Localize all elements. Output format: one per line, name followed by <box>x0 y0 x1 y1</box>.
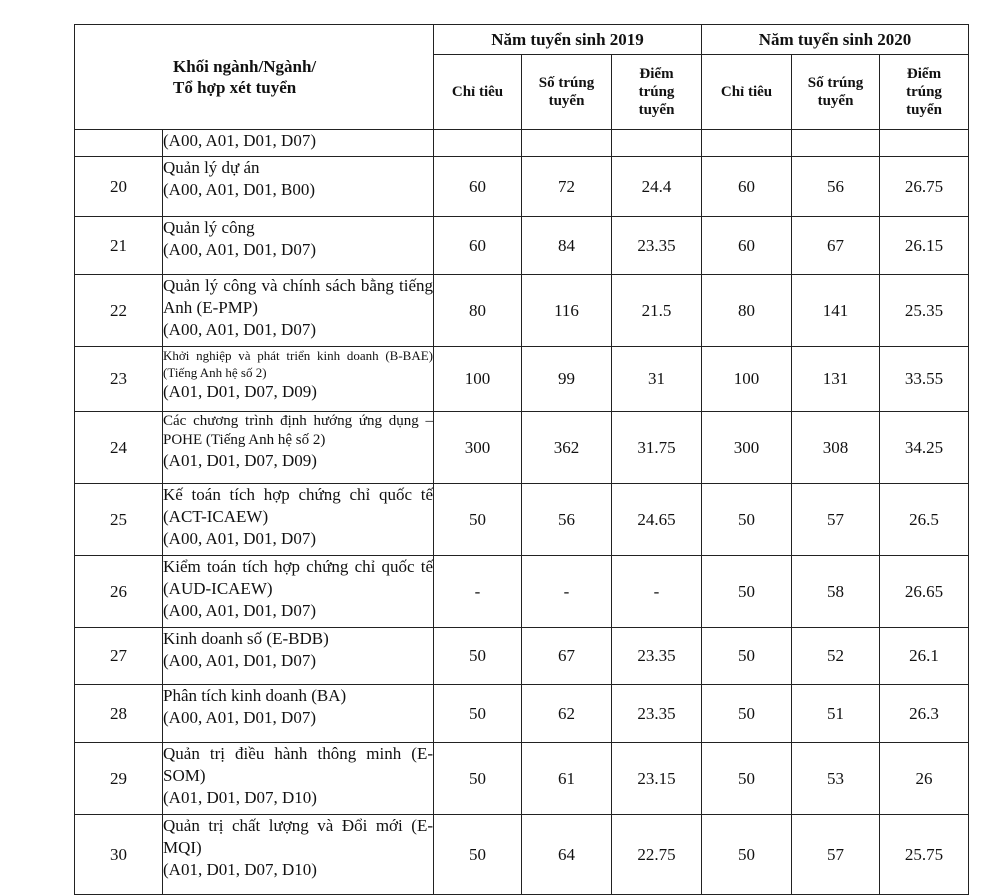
header-quota-2020: Chỉ tiêu <box>702 55 792 130</box>
admitted-2019: 67 <box>522 628 612 685</box>
score-2019: 24.65 <box>612 484 702 556</box>
score-2020: 34.25 <box>880 412 969 484</box>
row-major: Quản trị điều hành thông minh (E-SOM) (A01, D01, D07, D10) <box>163 743 434 815</box>
admitted-2020: 308 <box>792 412 880 484</box>
row-major: Quản lý công (A00, A01, D01, D07) <box>163 217 434 275</box>
admitted-2019: 99 <box>522 347 612 412</box>
score-2020: 26.75 <box>880 157 969 217</box>
score-2019: 24.4 <box>612 157 702 217</box>
table-row <box>75 347 969 412</box>
row-major: Kiểm toán tích hợp chứng chỉ quốc tế (AUD-ICAEW) (A00, A01, D01, D07) <box>163 556 434 628</box>
quota-2019: 100 <box>434 347 522 412</box>
quota-2020: 50 <box>702 484 792 556</box>
quota-2019: 50 <box>434 815 522 895</box>
quota-2020: 50 <box>702 815 792 895</box>
admitted-2020: 56 <box>792 157 880 217</box>
table-row <box>75 743 969 815</box>
admitted-2019: - <box>522 556 612 628</box>
row-no: 25 <box>75 484 163 556</box>
quota-2020: 50 <box>702 556 792 628</box>
score-2020: 26 <box>880 743 969 815</box>
row-major: Khởi nghiệp và phát triển kinh doanh (B-BAE) (Tiếng Anh hệ số 2) (A01, D01, D07, D09) <box>163 347 434 412</box>
table-row <box>75 412 969 484</box>
score-2020: 26.65 <box>880 556 969 628</box>
quota-2019: 60 <box>434 157 522 217</box>
quota-2020: 50 <box>702 685 792 743</box>
admitted-2019: 56 <box>522 484 612 556</box>
quota-2020: 60 <box>702 157 792 217</box>
row-no: 26 <box>75 556 163 628</box>
header-quota-2019: Chỉ tiêu <box>434 55 522 130</box>
score-2019: 22.75 <box>612 815 702 895</box>
score-2020: 33.55 <box>880 347 969 412</box>
admitted-2019: 72 <box>522 157 612 217</box>
quota-2020: 300 <box>702 412 792 484</box>
admissions-table <box>74 24 969 895</box>
admitted-2020: 141 <box>792 275 880 347</box>
row-no: 22 <box>75 275 163 347</box>
header-main-line-2: Tổ hợp xét tuyển <box>173 78 297 97</box>
table-body <box>75 130 969 895</box>
quota-2019: 50 <box>434 743 522 815</box>
score-2019: 23.35 <box>612 685 702 743</box>
quota-2019: 50 <box>434 685 522 743</box>
header-main-line-1: Khối ngành/Ngành/ <box>173 57 317 76</box>
score-2020: 25.75 <box>880 815 969 895</box>
score-2019: - <box>612 556 702 628</box>
admitted-2020: 57 <box>792 484 880 556</box>
table-header <box>75 25 969 130</box>
score-2020: 26.15 <box>880 217 969 275</box>
row-no: 24 <box>75 412 163 484</box>
row-no: 30 <box>75 815 163 895</box>
row-major: Kế toán tích hợp chứng chỉ quốc tế (ACT-ICAEW) (A00, A01, D01, D07) <box>163 484 434 556</box>
header-score-2020: Điểm trúng tuyển <box>880 55 969 130</box>
table-row <box>75 157 969 217</box>
score-2019: 23.35 <box>612 628 702 685</box>
quota-2019: 80 <box>434 275 522 347</box>
row-major: Các chương trình định hướng ứng dụng – POHE (Tiếng Anh hệ số 2) (A01, D01, D07, D09) <box>163 412 434 484</box>
row-no: 23 <box>75 347 163 412</box>
admitted-2019: 62 <box>522 685 612 743</box>
row-major: Quản trị chất lượng và Đổi mới (E-MQI) (A01, D01, D07, D10) <box>163 815 434 895</box>
quota-2019: 60 <box>434 217 522 275</box>
admitted-2020: 53 <box>792 743 880 815</box>
admitted-2019: 61 <box>522 743 612 815</box>
carryover-combo: (A00, A01, D01, D07) <box>163 130 434 157</box>
score-2019: 23.15 <box>612 743 702 815</box>
row-no: 28 <box>75 685 163 743</box>
score-2020: 25.35 <box>880 275 969 347</box>
carryover-row <box>75 130 969 157</box>
row-major: Phân tích kinh doanh (BA) (A00, A01, D01, D07) <box>163 685 434 743</box>
admitted-2020: 67 <box>792 217 880 275</box>
header-year-2019: Năm tuyển sinh 2019 <box>434 25 702 55</box>
row-major: Quản lý dự án (A00, A01, D01, B00) <box>163 157 434 217</box>
header-year-2020: Năm tuyển sinh 2020 <box>702 25 969 55</box>
table-row <box>75 275 969 347</box>
admitted-2019: 84 <box>522 217 612 275</box>
admitted-2019: 362 <box>522 412 612 484</box>
row-major: Quản lý công và chính sách bằng tiếng Anh (E-PMP) (A00, A01, D01, D07) <box>163 275 434 347</box>
score-2019: 31 <box>612 347 702 412</box>
admitted-2020: 52 <box>792 628 880 685</box>
score-2020: 26.3 <box>880 685 969 743</box>
header-major-combination <box>75 25 434 130</box>
table-row <box>75 556 969 628</box>
quota-2019: 50 <box>434 628 522 685</box>
admitted-2019: 64 <box>522 815 612 895</box>
quota-2020: 60 <box>702 217 792 275</box>
admitted-2020: 57 <box>792 815 880 895</box>
quota-2019: - <box>434 556 522 628</box>
admitted-2020: 131 <box>792 347 880 412</box>
quota-2020: 80 <box>702 275 792 347</box>
row-no: 29 <box>75 743 163 815</box>
score-2019: 23.35 <box>612 217 702 275</box>
row-no: 20 <box>75 157 163 217</box>
quota-2019: 300 <box>434 412 522 484</box>
score-2019: 21.5 <box>612 275 702 347</box>
table-row <box>75 628 969 685</box>
row-no: 21 <box>75 217 163 275</box>
quota-2020: 100 <box>702 347 792 412</box>
score-2020: 26.1 <box>880 628 969 685</box>
quota-2019: 50 <box>434 484 522 556</box>
carryover-no <box>75 130 163 157</box>
score-2020: 26.5 <box>880 484 969 556</box>
header-admitted-2020: Số trúng tuyển <box>792 55 880 130</box>
quota-2020: 50 <box>702 628 792 685</box>
admitted-2019: 116 <box>522 275 612 347</box>
header-score-2019: Điểm trúng tuyển <box>612 55 702 130</box>
table-row <box>75 815 969 895</box>
header-admitted-2019: Số trúng tuyển <box>522 55 612 130</box>
admitted-2020: 58 <box>792 556 880 628</box>
score-2019: 31.75 <box>612 412 702 484</box>
table-row <box>75 484 969 556</box>
row-major: Kinh doanh số (E-BDB) (A00, A01, D01, D07) <box>163 628 434 685</box>
row-no: 27 <box>75 628 163 685</box>
admitted-2020: 51 <box>792 685 880 743</box>
table-row <box>75 217 969 275</box>
quota-2020: 50 <box>702 743 792 815</box>
table-row <box>75 685 969 743</box>
